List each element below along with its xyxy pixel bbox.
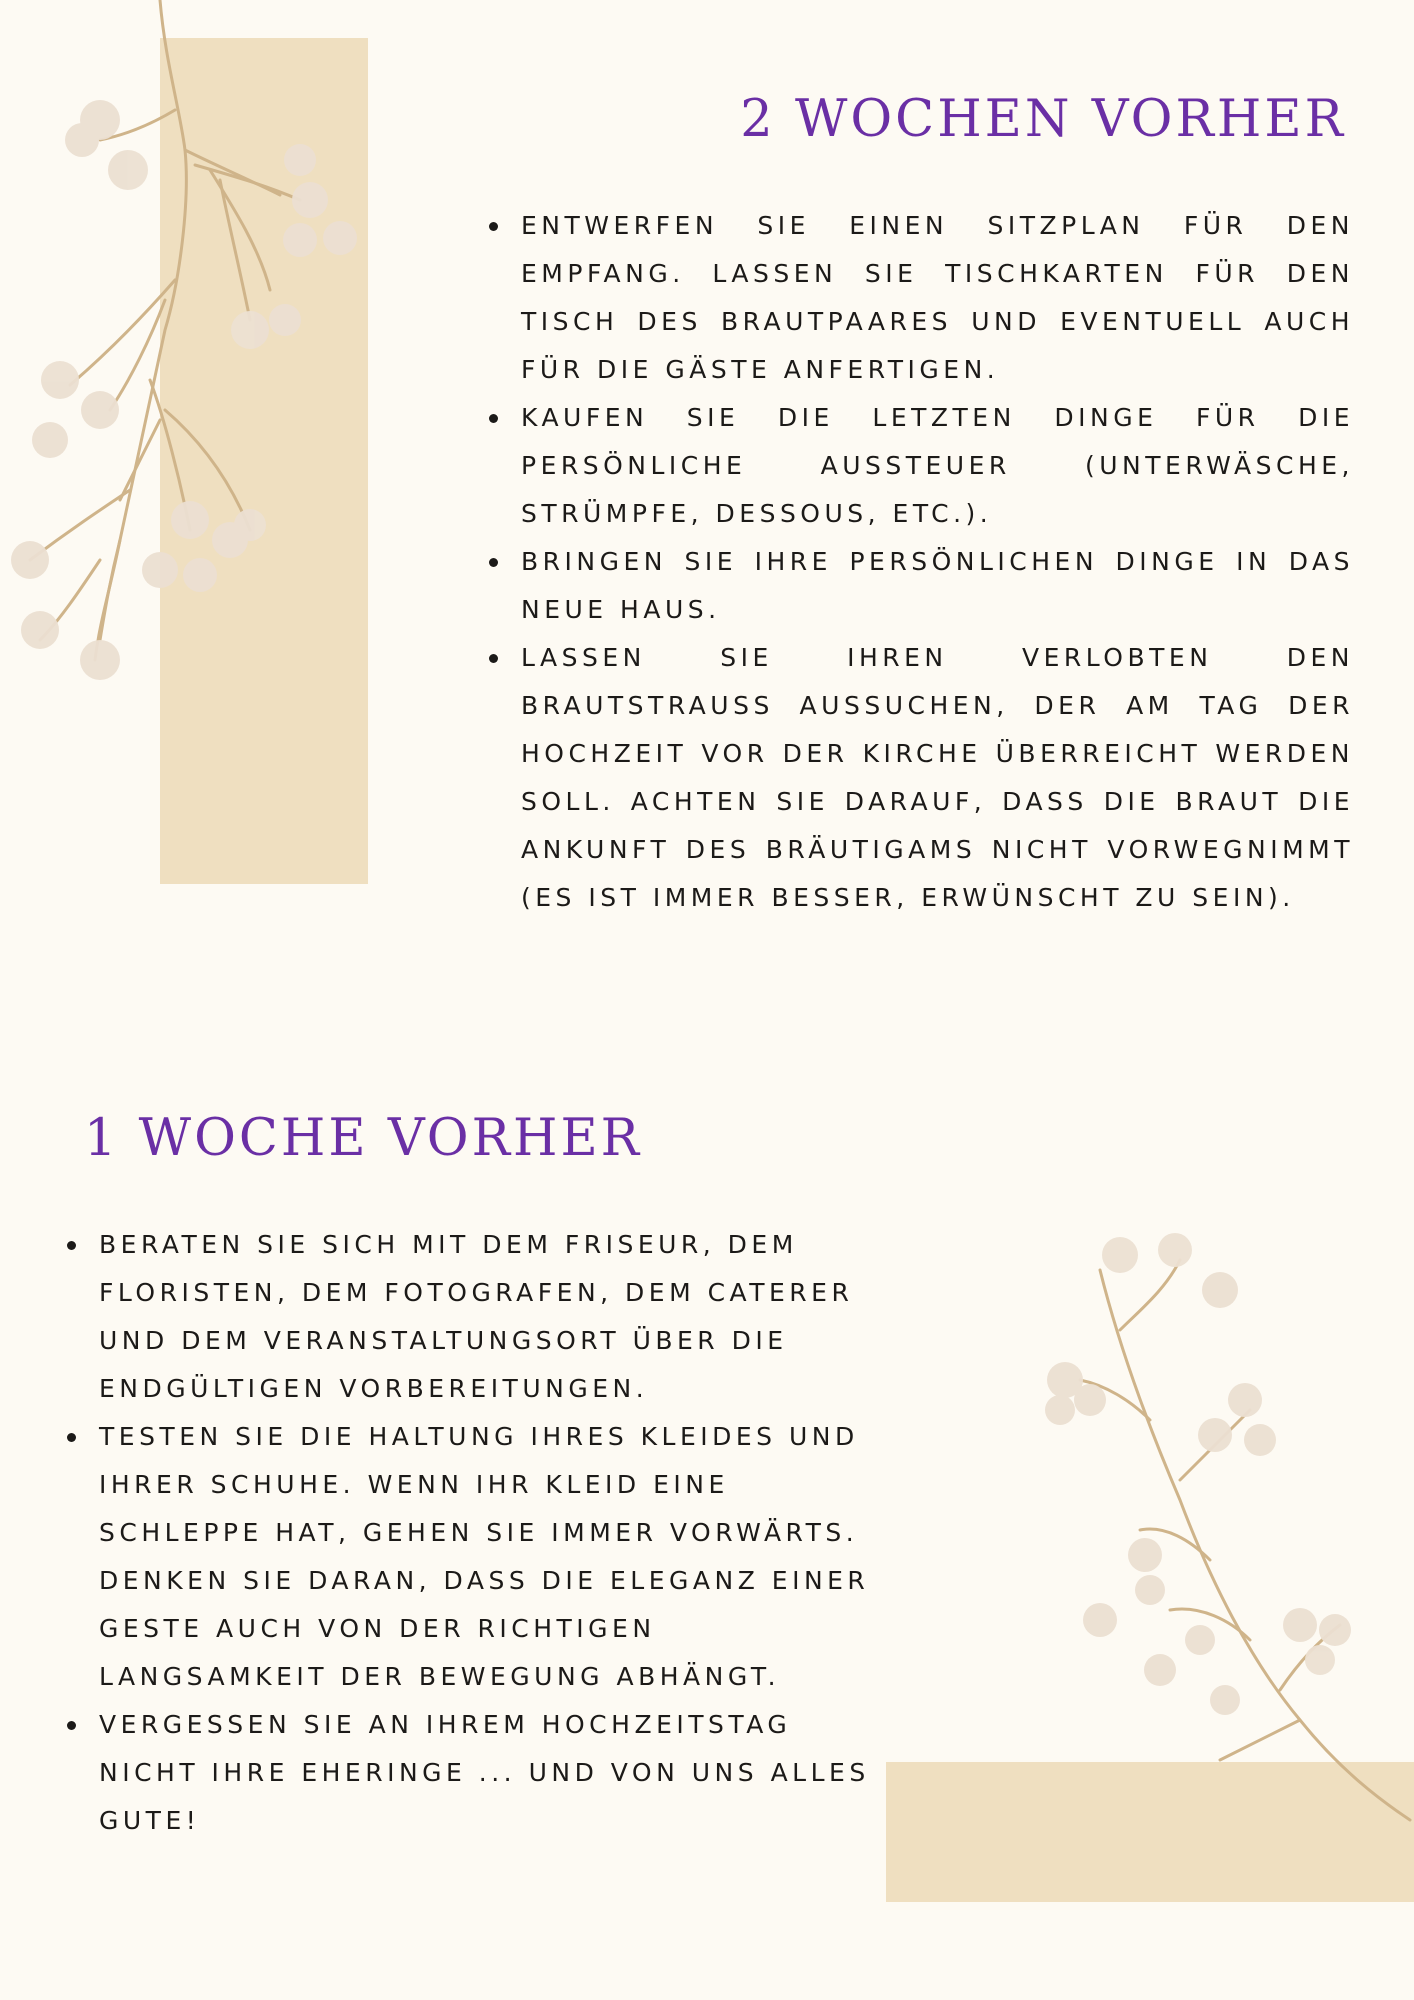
bullet-icon — [489, 414, 498, 423]
floral-buds-top-left — [11, 100, 357, 680]
checklist-1-woche — [62, 1221, 882, 1845]
list-item-text: VERGESSEN SIE AN IHREM HOCHZEITSTAG NICHT IHRE EHERINGE ... UND VON UNS ALLES GUTE! — [99, 1710, 870, 1835]
list-item — [484, 202, 1354, 394]
section-title-2-wochen: 2 WOCHEN VORHER — [740, 90, 1346, 149]
bullet-icon — [489, 654, 498, 663]
list-item — [484, 394, 1354, 538]
list-item-text: BRINGEN SIE IHRE PERSÖNLICHEN DINGE IN DAS NEUE HAUS. — [521, 547, 1354, 624]
list-item-text: BERATEN SIE SICH MIT DEM FRISEUR, DEM FLORISTEN, DEM FOTOGRAFEN, DEM CATERER UND DEM VERANSTALTUNGSORT ÜBER DIE ENDGÜLTIGEN VORBEREITUNGEN. — [99, 1230, 854, 1403]
bullet-icon — [67, 1721, 76, 1730]
bullet-icon — [67, 1433, 76, 1442]
bullet-icon — [489, 222, 498, 231]
checklist-2-wochen — [484, 202, 1354, 922]
list-item — [62, 1413, 882, 1701]
section-title-1-woche: 1 WOCHE VORHER — [84, 1109, 643, 1168]
list-item — [484, 538, 1354, 634]
floral-buds-bottom-right — [1045, 1233, 1351, 1715]
list-item-text: TESTEN SIE DIE HALTUNG IHRES KLEIDES UND IHRER SCHUHE. WENN IHR KLEID EINE SCHLEPPE HAT, GEHEN SIE IMMER VORWÄRTS. DENKEN SIE DARAN, DASS DIE ELEGANZ EINER GESTE AUCH VON DER RICHTIGEN LANGSAMKEIT DER BEWEGUNG ABHÄNGT. — [99, 1422, 870, 1691]
floral-branch-bottom-right — [1080, 1260, 1410, 1820]
list-item — [484, 634, 1354, 922]
list-item-text: ENTWERFEN SIE EINEN SITZPLAN FÜR DEN EMPFANG. LASSEN SIE TISCHKARTEN FÜR DEN TISCH DES BRAUTPAARES UND EVENTUELL AUCH FÜR DIE GÄSTE ANFERTIGEN. — [521, 211, 1354, 384]
list-item — [62, 1701, 882, 1845]
bullet-icon — [489, 558, 498, 567]
bullet-icon — [67, 1241, 76, 1250]
list-item-text: KAUFEN SIE DIE LETZTEN DINGE FÜR DIE PERSÖNLICHE AUSSTEUER (UNTERWÄSCHE, STRÜMPFE, DESSOUS, ETC.). — [521, 403, 1354, 528]
list-item-text: LASSEN SIE IHREN VERLOBTEN DEN BRAUTSTRAUSS AUSSUCHEN, DER AM TAG DER HOCHZEIT VOR DER KIRCHE ÜBERREICHT WERDEN SOLL. ACHTEN SIE DARAUF, DASS DIE BRAUT DIE ANKUNFT DES BRÄUTIGAMS NICHT VORWEGNIMMT (ES IST IMMER BESSER, ERWÜNSCHT ZU SEIN). — [521, 643, 1354, 912]
list-item — [62, 1221, 882, 1413]
